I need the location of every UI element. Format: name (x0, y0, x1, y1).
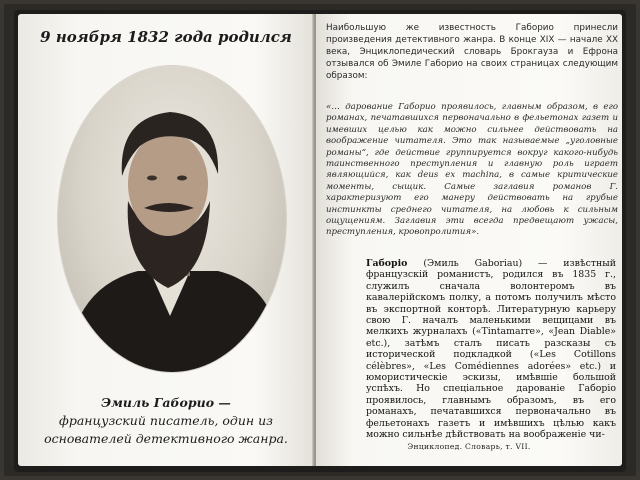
encyclopedia-headword: Габоріо (366, 258, 408, 269)
encyclopedia-body: (Эмиль Gaboriau) — извѣстный французскій романистъ, родился въ 1835 г., служилъ сначала волонтеромъ въ кавалерійскомъ полку, а потомъ получилъ мѣсто въ экспортной конторѣ. Литературную карьеру свою Г. началъ маленькими вещицами въ мелкихъ журналахъ («Tintamarre», «Jean Diable» etc.), затѣмъ сталъ писать разсказы съ исторической подкладкой («Les Cotillons célèbres», «Les Comédiennes adorées» etc.) и юмористическіе эскизы, имѣвшіе большой успѣхъ. Но спеціальное дарованіе Габоріо проявилось, главнымъ образомъ, въ его романахъ, печатавшихся первоначально въ фельетонахъ газетъ и имѣвшихъ цѣлью какъ можно сильнѣе дѣйствовать на воображеніе чи- (366, 258, 616, 441)
encyclopedia-source: Энциклопед. Словарь, т. VII. (407, 442, 531, 451)
right-page (316, 14, 622, 466)
portrait-figure (58, 66, 286, 372)
page-title: 9 ноября 1832 года родился (40, 28, 292, 46)
caption-line-3: основателей детективного жанра. (44, 431, 288, 446)
left-page (18, 14, 314, 466)
portrait-photo (58, 66, 286, 372)
eye-right (177, 176, 187, 181)
intro-paragraph: Наибольшую же известность Габорио принесли произведения детективного жанра. В конце XIX — начале XX века, Энциклопедический словарь Брокгауза и Ефрона отзывался об Эмиле Габорио на своих страницах следующим образом: (326, 23, 618, 81)
quote-paragraph: «… дарование Габорио проявилось, главным образом, в его романах, печатавшихся первоначально в фельетонах газет и имевших целью как можно сильнее действовать на воображение читателя. Это так называемые „уголовные романы“, где действие группируется вокруг какого-нибудь таинственного преступления и главную роль играет являющийся, как deus ex machina, в самые критические моменты, сыщик. Самые заглавия романов Г. характеризуют его манеру действовать на грубые инстинкты среднего читателя, на любовь к сильным ощущениям. Заглавия эти всегда предвещают ужасы, преступления, кровопролития». (326, 102, 618, 238)
eye-left (147, 176, 157, 181)
caption-name: Эмиль Габорио — (101, 395, 231, 410)
caption-line-2: французский писатель, один из (59, 413, 273, 428)
portrait-caption (18, 394, 314, 448)
encyclopedia-excerpt (366, 258, 616, 441)
face-shape (128, 132, 208, 236)
